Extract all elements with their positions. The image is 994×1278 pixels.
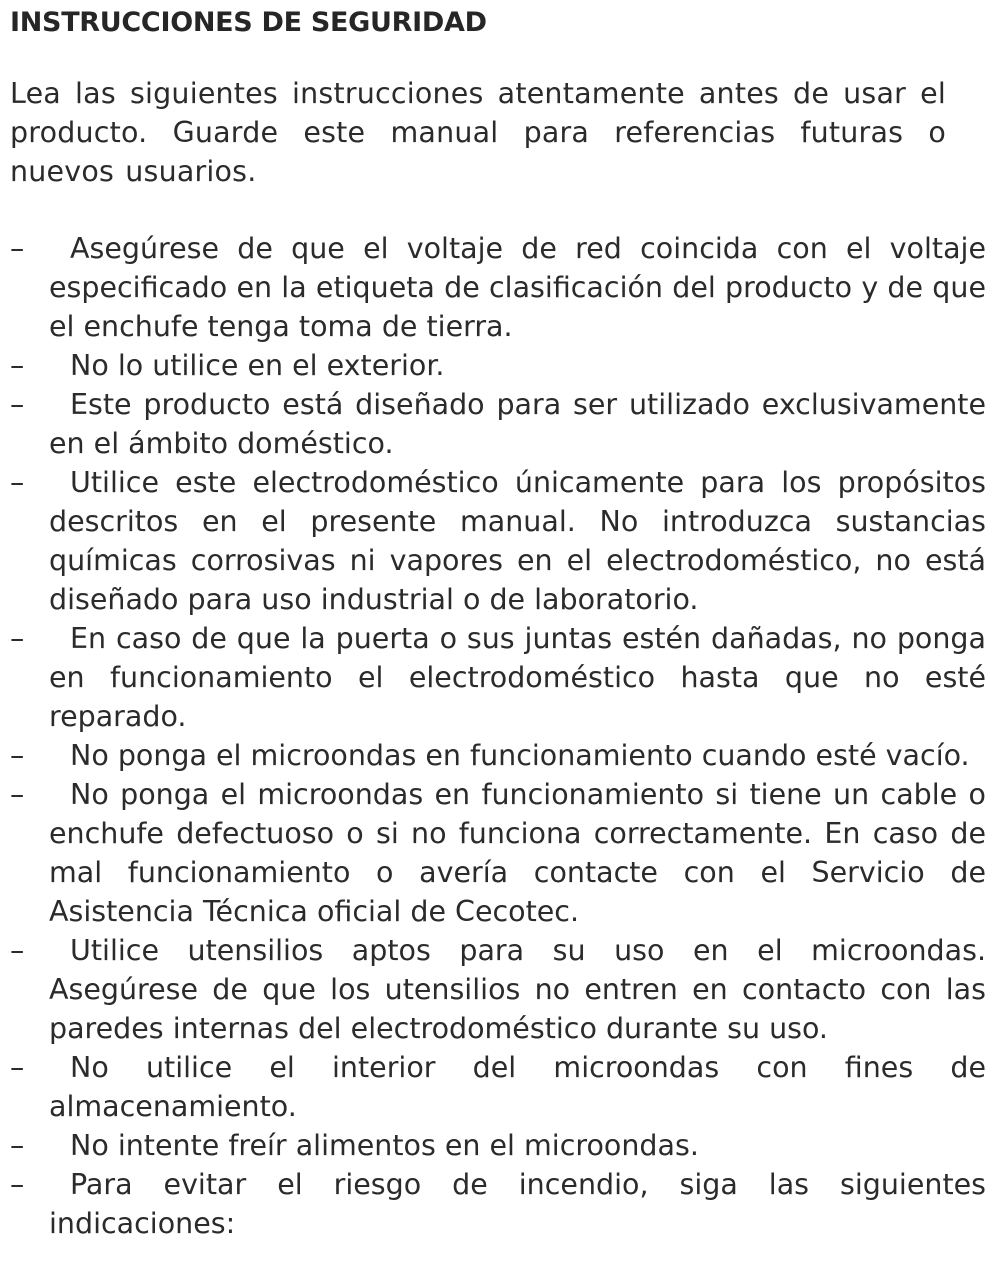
bullet-dash: – — [10, 622, 25, 655]
page-title: INSTRUCCIONES DE SEGURIDAD — [10, 7, 487, 38]
bullet-dash: – — [10, 739, 25, 772]
list-item-text: No ponga el microondas en funcionamiento si tiene un cable o enchufe defectuoso o si no funciona correctamente. En caso de mal funcionamiento o avería contacte con el Servicio de Asistencia Técnica oficial de Cecotec. — [49, 778, 986, 928]
bullet-dash: – — [10, 1129, 25, 1162]
list-item — [10, 385, 986, 463]
list-item-text: Para evitar el riesgo de incendio, siga las siguientes indicaciones: — [49, 1168, 986, 1240]
bullet-dash: – — [10, 934, 25, 967]
list-item-text: En caso de que la puerta o sus juntas estén dañadas, no ponga en funcionamiento el electrodoméstico hasta que no esté reparado. — [49, 622, 986, 733]
intro-paragraph: Lea las siguientes instrucciones atentamente antes de usar el producto. Guarde este manual para referencias futuras o nuevos usuarios. — [10, 77, 946, 188]
list-item — [10, 619, 986, 736]
list-item — [10, 775, 986, 931]
list-item — [10, 736, 986, 775]
bullet-dash: – — [10, 1168, 25, 1201]
list-item — [10, 1048, 986, 1126]
list-item — [10, 229, 986, 346]
list-item — [10, 463, 986, 619]
list-item-text: No ponga el microondas en funcionamiento cuando esté vacío. — [70, 739, 970, 772]
list-item-text: No lo utilice en el exterior. — [70, 349, 445, 382]
list-item — [10, 1165, 986, 1243]
list-item — [10, 346, 986, 385]
bullet-dash: – — [10, 232, 25, 265]
bullet-dash: – — [10, 388, 25, 421]
bullet-dash: – — [10, 466, 25, 499]
list-item — [10, 1126, 986, 1165]
bullet-dash: – — [10, 349, 25, 382]
list-item-text: No intente freír alimentos en el microondas. — [70, 1129, 699, 1162]
safety-instructions-list — [10, 229, 986, 1243]
list-item-text: Asegúrese de que el voltaje de red coincida con el voltaje especificado en la etiqueta de clasificación del producto y de que el enchufe tenga toma de tierra. — [49, 232, 986, 343]
bullet-dash: – — [10, 778, 25, 811]
list-item-text: Utilice utensilios aptos para su uso en el microondas. Asegúrese de que los utensilios no entren en contacto con las paredes internas del electrodoméstico durante su uso. — [49, 934, 986, 1045]
list-item-text: No utilice el interior del microondas con fines de almacenamiento. — [49, 1051, 986, 1123]
list-item-text: Utilice este electrodoméstico únicamente para los propósitos descritos en el presente manual. No introduzca sustancias químicas corrosivas ni vapores en el electrodoméstico, no está diseñado para uso industrial o de laboratorio. — [49, 466, 986, 616]
list-item-text: Este producto está diseñado para ser utilizado exclusivamente en el ámbito doméstico. — [49, 388, 986, 460]
list-item — [10, 931, 986, 1048]
bullet-dash: – — [10, 1051, 25, 1084]
